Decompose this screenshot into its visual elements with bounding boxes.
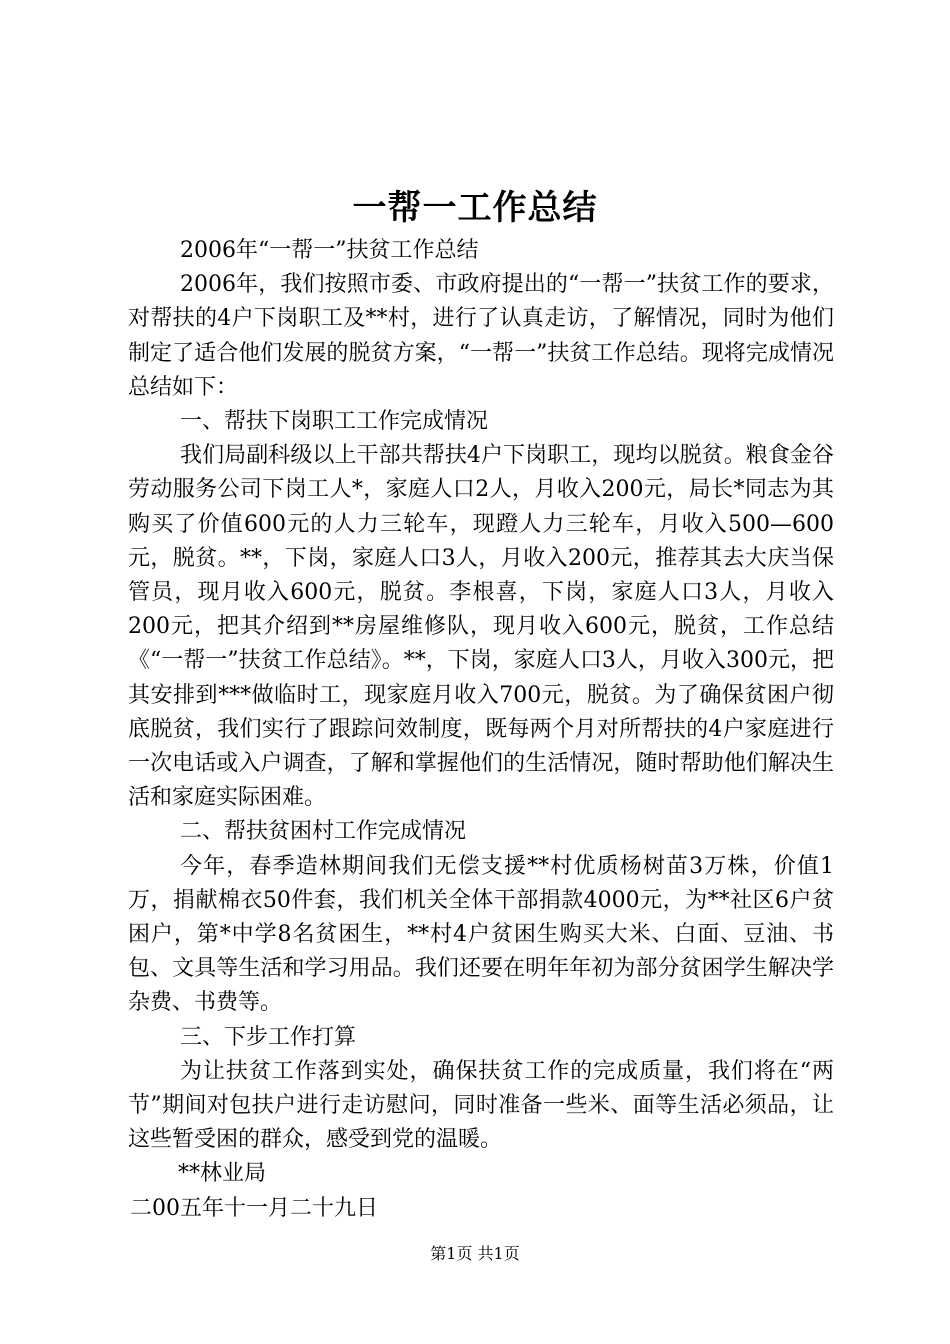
section-1-body: 我们局副科级以上干部共帮扶4户下岗职工，现均以脱贫。粮食金谷劳动服务公司下岗工人*，家庭人口2人，月收入200元，局长*同志为其购买了价值600元的人力三轮车，现蹬人力三轮车，月收入500—600元，脱贫。**，下岗，家庭人口3人，月收入200元，推荐其去大庆当保管员，现月收入600元，脱贫。李根喜，下岗，家庭人口3人，月收入200元，把其介绍到**房屋维修队，现月收入600元，脱贫，工作总结《“一帮一”扶贫工作总结》。**，下岗，家庭人口3人，月收入300元，把其安排到***做临时工，现家庭月收入700元，脱贫。为了确保贫困户彻底脱贫，我们实行了跟踪问效制度，既每两个月对所帮扶的4户家庭进行一次电话或入户调查，了解和掌握他们的生活情况，随时帮助他们解决生活和家庭实际困难。 bbox=[128, 443, 834, 811]
page-footer: 第1页 共1页 bbox=[430, 1244, 520, 1263]
intro-paragraph: 2006年，我们按照市委、市政府提出的“一帮一”扶贫工作的要求，对帮扶的4户下岗职工及**村，进行了认真走访，了解情况，同时为他们制定了适合他们发展的脱贫方案，“一帮一”扶贫工作总结。现将完成情况总结如下： bbox=[128, 272, 834, 400]
document-title: 一帮一工作总结 bbox=[352, 188, 598, 228]
subtitle-paragraph: 2006年“一帮一”扶贫工作总结 bbox=[180, 238, 479, 263]
section-3-heading: 三、下步工作打算 bbox=[180, 1024, 357, 1050]
section-1-heading: 一、帮扶下岗职工工作完成情况 bbox=[180, 409, 489, 435]
section-2-heading: 二、帮扶贫困村工作完成情况 bbox=[180, 819, 467, 845]
document-body bbox=[128, 234, 834, 1226]
signature-line: **林业局 bbox=[178, 1161, 267, 1187]
section-2-body: 今年，春季造林期间我们无偿支援**村优质杨树苗3万株，价值1万，捐献棉衣50件套，我们机关全体干部捐款4000元，为**社区6户贫困户，第*中学8名贫困生，**村4户贫困生购买大米、白面、豆油、书包、文具等生活和学习用品。我们还要在明年年初为部分贫困学生解决学杂费、书费等。 bbox=[128, 853, 834, 1016]
section-3-body: 为让扶贫工作落到实处，确保扶贫工作的完成质量，我们将在“两节”期间对包扶户进行走访慰问，同时准备一些米、面等生活必须品，让这些暂受困的群众，感受到党的温暖。 bbox=[128, 1058, 834, 1153]
date-line: 二00五年十一月二十九日 bbox=[130, 1195, 378, 1221]
